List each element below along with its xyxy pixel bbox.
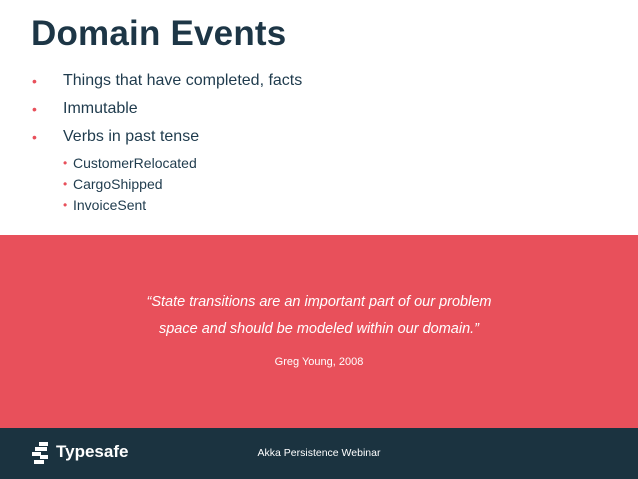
bullet-marker: •	[63, 156, 68, 170]
logo-text: Typesafe	[56, 442, 129, 461]
quote-line: “State transitions are an important part of our problem	[146, 294, 492, 310]
bullet-marker: •	[32, 129, 37, 145]
sub-bullet-text: CustomerRelocated	[73, 155, 197, 171]
quote-attribution: Greg Young, 2008	[274, 356, 364, 368]
bullet-marker: •	[32, 101, 37, 117]
bullet-item	[32, 98, 592, 126]
bullet-item	[32, 126, 592, 154]
sub-bullet-text: InvoiceSent	[73, 197, 147, 213]
bullet-marker: •	[32, 73, 37, 89]
quote-line: space and should be modeled within our domain.”	[158, 321, 479, 337]
sub-bullet-item	[32, 175, 592, 196]
bullet-marker: •	[63, 177, 68, 191]
bullet-text: Things that have completed, facts	[63, 72, 303, 89]
bullet-text: Verbs in past tense	[63, 128, 200, 145]
sub-bullet-item	[32, 154, 592, 175]
quote-text	[0, 289, 638, 343]
sub-bullet-item	[32, 196, 592, 217]
bullet-marker: •	[63, 198, 68, 212]
sub-bullet-text: CargoShipped	[73, 176, 163, 192]
bullet-item	[32, 70, 592, 98]
footer-label: Akka Persistence Webinar	[257, 447, 381, 459]
bullet-text: Immutable	[63, 100, 138, 117]
slide-title: Domain Events	[31, 14, 287, 53]
footer-bar	[0, 428, 638, 479]
bullet-list	[32, 70, 592, 217]
